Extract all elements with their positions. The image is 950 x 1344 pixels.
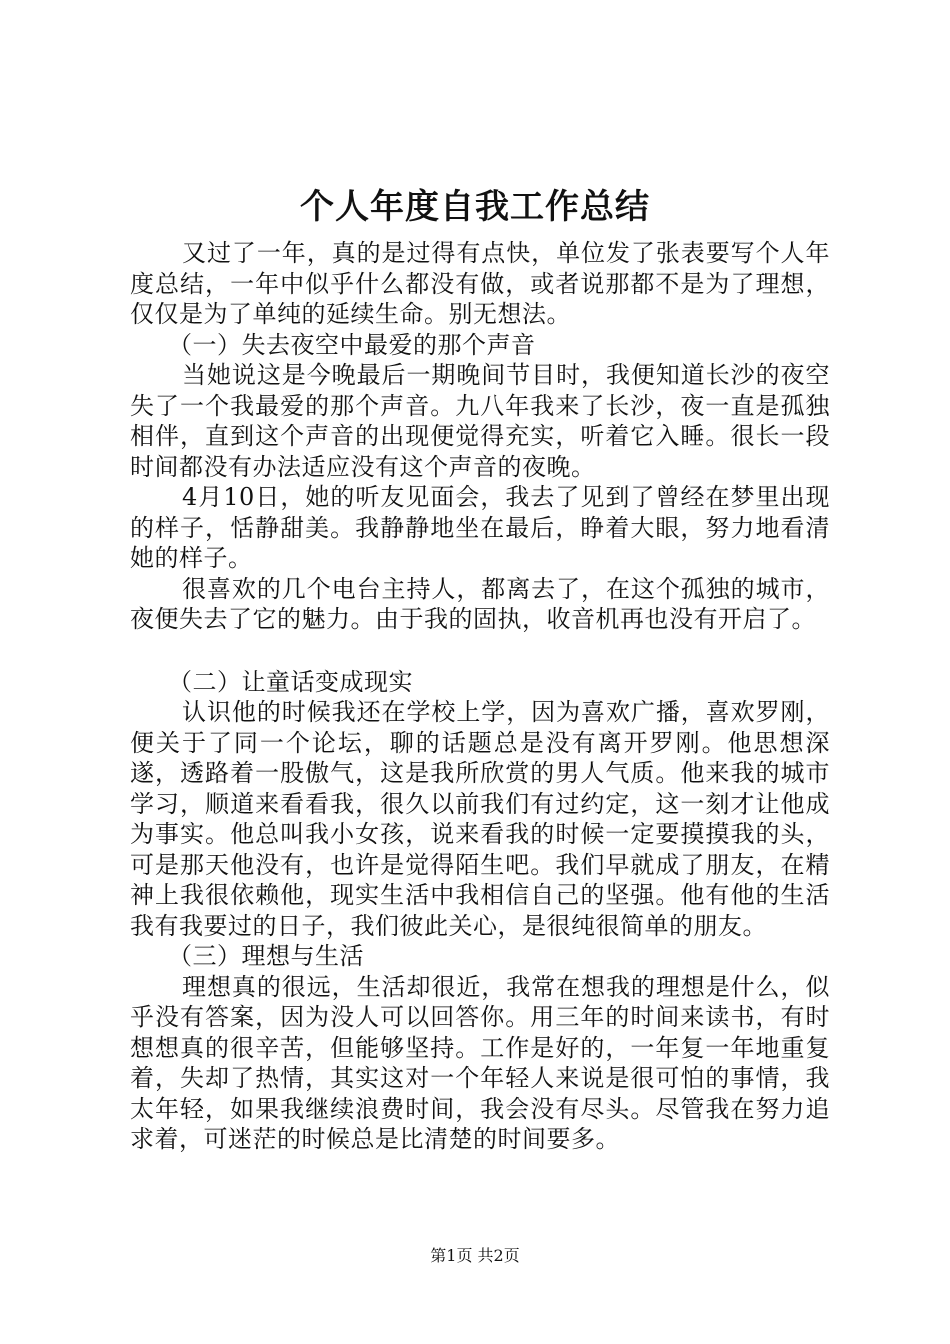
- section-2-paragraph-1: 认识他的时候我还在学校上学，因为喜欢广播，喜欢罗刚，便关于了同一个论坛，聊的话题总是没有离开罗刚。他思想深遂，透路着一股傲气，这是我所欣赏的男人气质。他来我的城市学习，顺道来看看我，很久以前我们有过约定，这一刻才让他成为事实。他总叫我小女孩，说来看我的时候一定要摸摸我的头，可是那天他没有，也许是觉得陌生吧。我们早就成了朋友，在精神上我很依赖他，现实生活中我相信自己的坚强。他有他的生活我有我要过的日子，我们彼此关心，是很纯很简单的朋友。: [130, 698, 830, 940]
- section-1-paragraph-2: 4月10日，她的听友见面会，我去了见到了曾经在梦里出现的样子，恬静甜美。我静静地坐在最后，睁着大眼，努力地看清她的样子。: [130, 483, 830, 572]
- intro-paragraph: 又过了一年，真的是过得有点快，单位发了张表要写个人年度总结，一年中似乎什么都没有做，或者说那都不是为了理想，仅仅是为了单纯的延续生命。别无想法。: [130, 239, 830, 328]
- section-1-heading: （一）失去夜空中最爱的那个声音: [168, 330, 536, 359]
- section-3-paragraph-1: 理想真的很远，生活却很近，我常在想我的理想是什么，似乎没有答案，因为没人可以回答你。用三年的时间来读书，有时想想真的很辛苦，但能够坚持。工作是好的，一年复一年地重复着，失却了热情，其实这对一个年轻人来说是很可怕的事情，我太年轻，如果我继续浪费时间，我会没有尽头。尽管我在努力追求着，可迷茫的时候总是比清楚的时间要多。: [130, 972, 830, 1153]
- section-3-heading: （三）理想与生活: [168, 942, 364, 970]
- document-title: 个人年度自我工作总结: [300, 187, 650, 227]
- section-2-heading: （二）让童话变成现实: [168, 667, 413, 696]
- paragraph-gap: [130, 635, 830, 667]
- document-body: [130, 238, 830, 1155]
- page-number-footer: 第1页 共2页: [430, 1246, 520, 1265]
- section-1-paragraph-1: 当她说这是今晚最后一期晚间节目时，我便知道长沙的夜空失了一个我最爱的那个声音。九八年我来了长沙，夜一直是孤独相伴，直到这个声音的出现便觉得充实，听着它入睡。很长一段时间都没有办法适应没有这个声音的夜晚。: [130, 361, 830, 481]
- section-1-paragraph-3: 很喜欢的几个电台主持人，都离去了，在这个孤独的城市，夜便失去了它的魅力。由于我的固执，收音机再也没有开启了。: [130, 574, 830, 633]
